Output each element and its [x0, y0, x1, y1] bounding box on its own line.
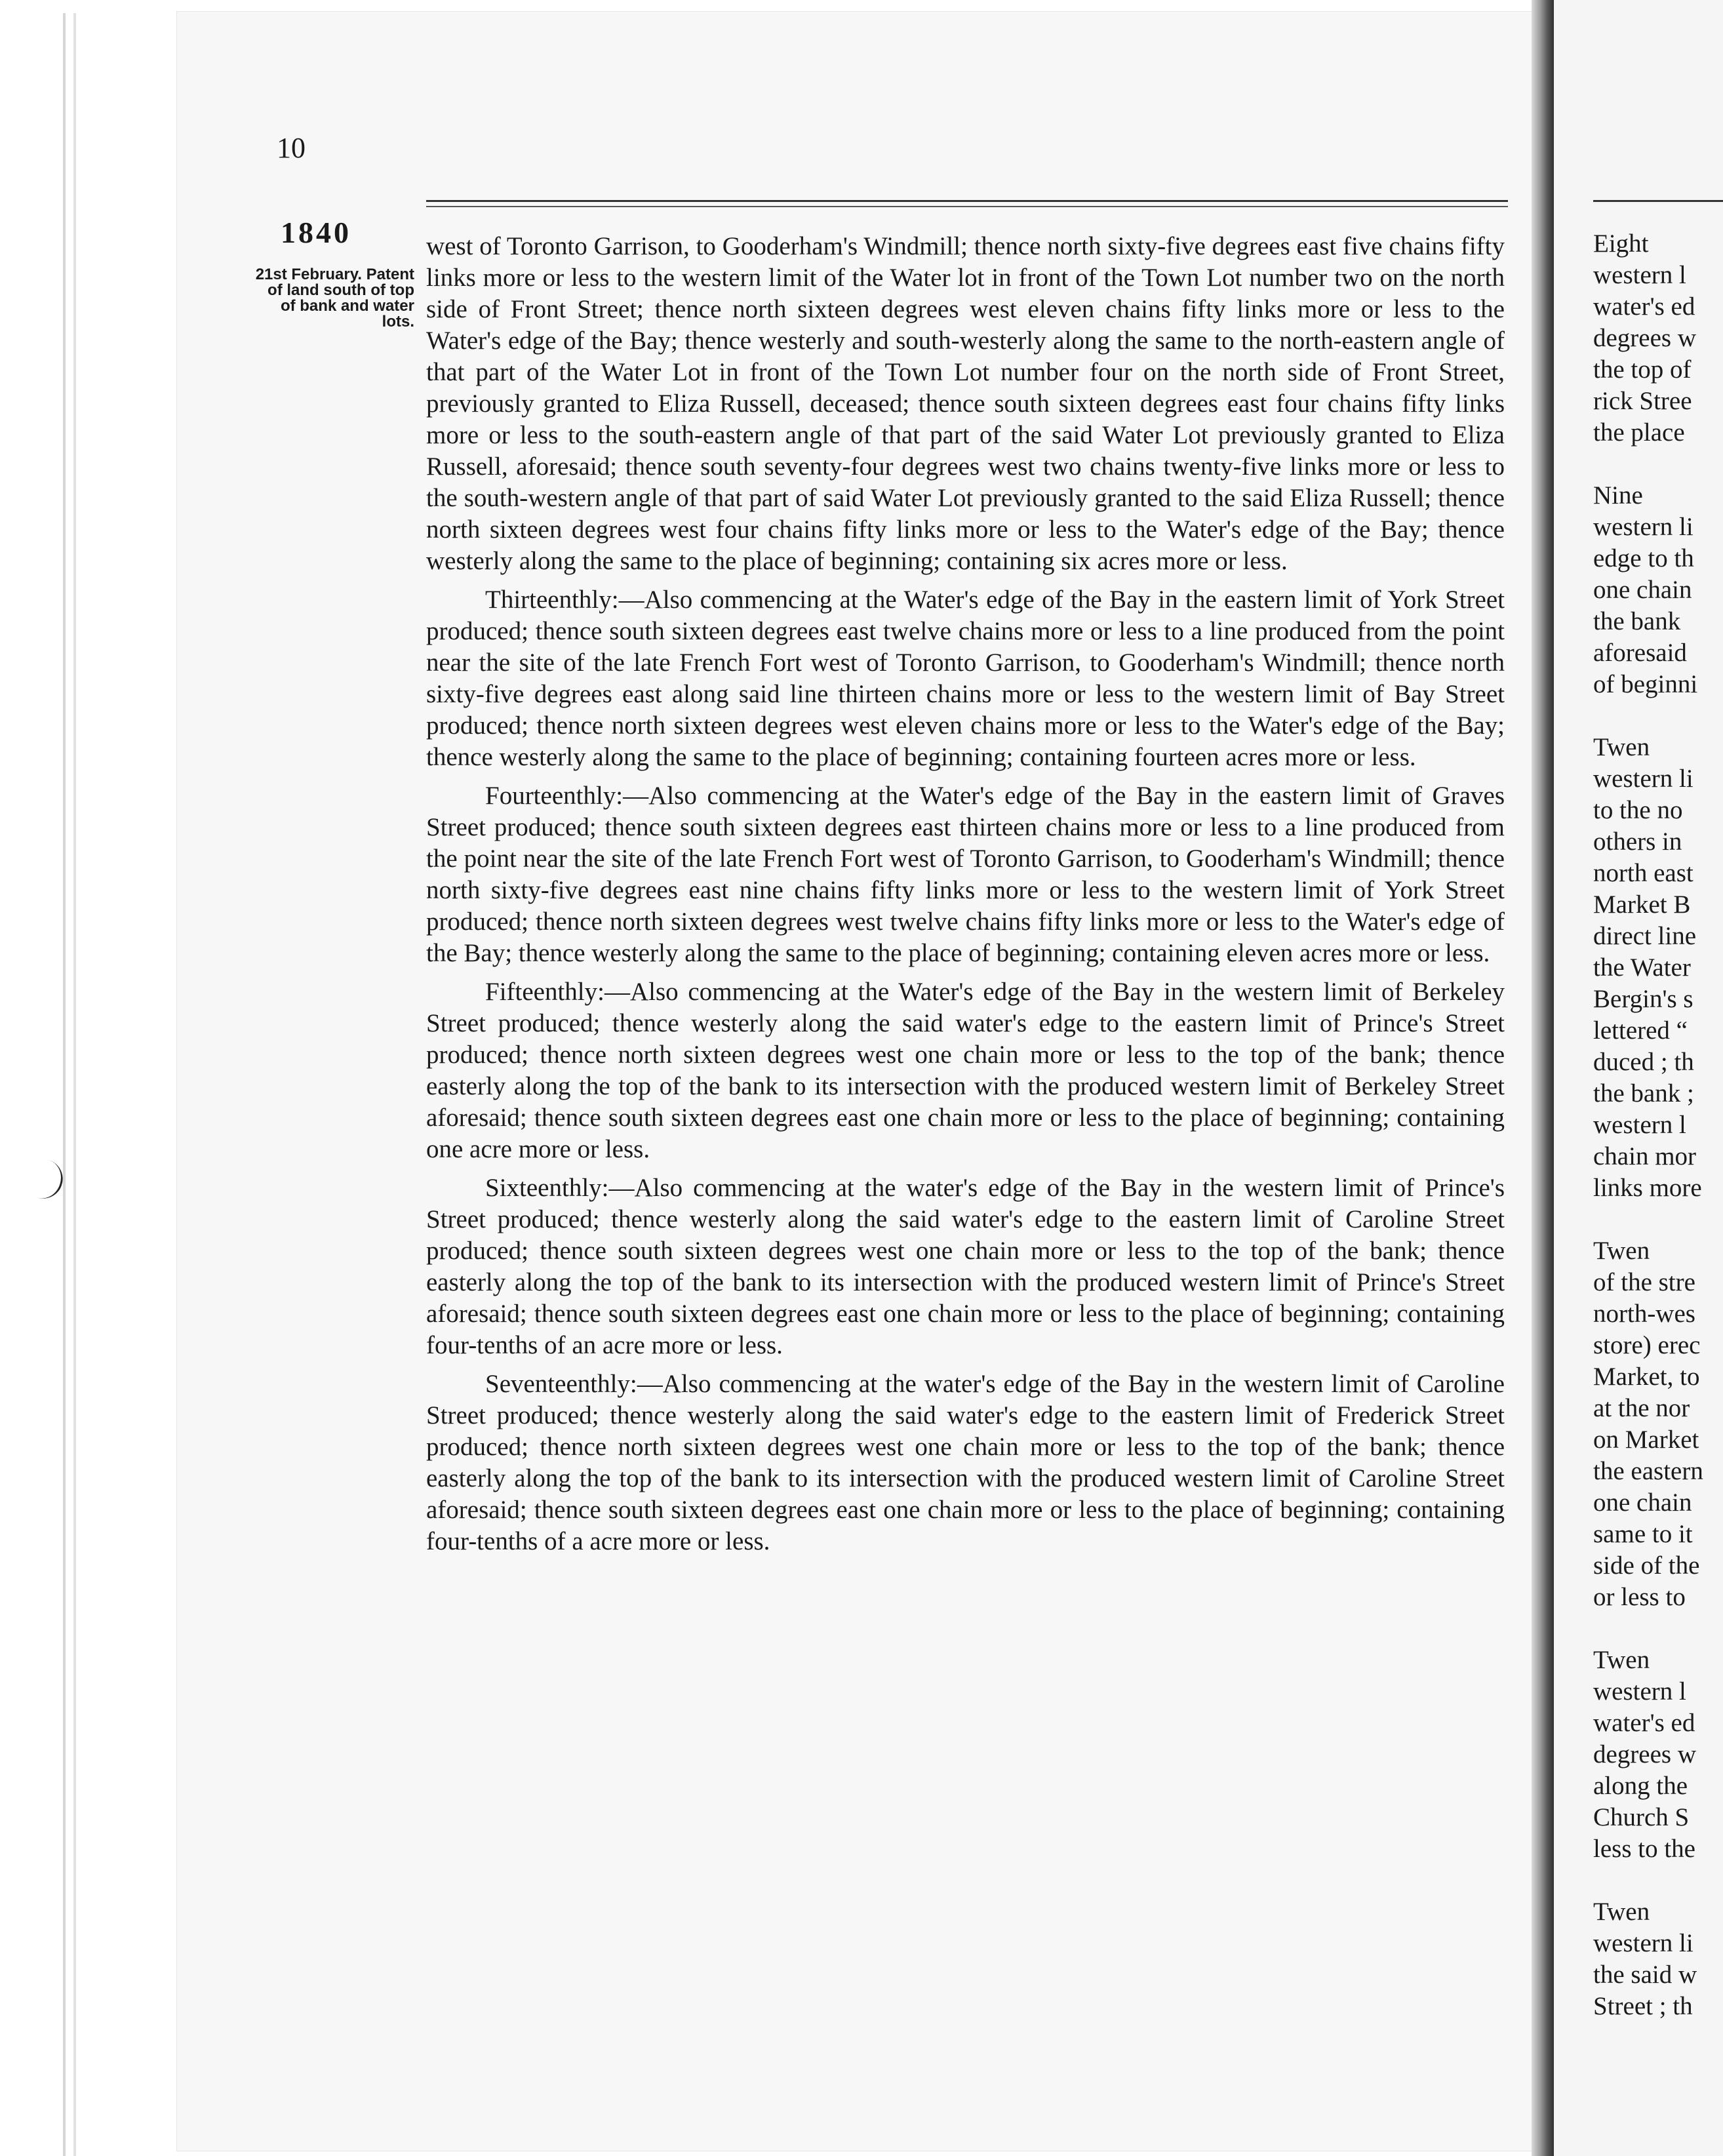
- left-scan-margin: [0, 0, 92, 2156]
- body-text: [426, 231, 1505, 1565]
- marginal-note: 21st February. Patent of land south of top of bank and water lots.: [255, 266, 414, 330]
- next-page-text: Eight western l water's ed degrees w the top of rick Stree the place Nine western li edge to th one chain the bank aforesaid of beginni Twen western li to the no others in north east Market B direct line the Water Bergin's s lettered “ duced ; th the bank ; western l chain mor links more Twen of the stre north-wes store) erec Market, to at the nor on Market the eastern one chain same to it side of the or less to Twen western l water's ed degrees w along the Church S less to the Twen western li the said w Street ; th: [1593, 230, 1703, 2020]
- page-number: 10: [277, 132, 306, 164]
- header-rule: [426, 200, 1508, 202]
- paragraph-thirteenthly: Thirteenthly:—Also commencing at the Water's edge of the Bay in the eastern limit of York Street produced; thence south sixteen degrees east twelve chains more or less to a line produced from the point near the site of the late French Fort west of Toronto Garrison, to Gooderham's Windmill; thence north sixty-five degrees east along said line thirteen chains more or less to the western limit of Bay Street produced; thence north sixteen degrees west eleven chains more or less to the Water's edge of the Bay; thence westerly along the same to the place of beginning; containing fourteen acres more or less.: [426, 586, 1505, 771]
- binding-line: [73, 13, 76, 2156]
- next-page-rule: [1593, 200, 1723, 202]
- year-heading: 1840: [281, 216, 351, 249]
- paragraph-fifteenthly: Fifteenthly:—Also commencing at the Water's edge of the Bay in the western limit of Berkeley Street produced; thence westerly along the said water's edge to the eastern limit of Prince's Street produced; thence north sixteen degrees west one chain more or less to the top of the bank; thence easterly along the top of the bank to its intersection with the produced western limit of Berkeley Street aforesaid; thence south sixteen degrees east one chain more or less to the place of beginning; containing one acre more or less.: [426, 978, 1505, 1163]
- paragraph-continuation: west of Toronto Garrison, to Gooderham's Windmill; thence north sixty-five degrees east five chains fifty links more or less to the western limit of the Water lot in front of the Town Lot number two on the north side of Front Street; thence north sixteen degrees west eleven chains fifty links more or less to the Water's edge of the Bay; thence westerly and south-westerly along the same to the north-eastern angle of that part of the Water Lot in front of the Town Lot number four on the north side of Front Street, previously granted to Eliza Russell, deceased; thence south sixteen degrees east four chains fifty links more or less to the south-eastern angle of that part of the said Water Lot previously granted to Eliza Russell, aforesaid; thence south seventy-four degrees west two chains twenty-five links more or less to the south-western angle of that part of said Water Lot previously granted to the said Eliza Russell; thence north sixteen degrees west four chains fifty links more or less to the Water's edge of the Bay; thence westerly along the same to the place of beginning; containing six acres more or less.: [426, 232, 1505, 575]
- book-gutter: [1532, 0, 1554, 2156]
- binding-line: [63, 13, 66, 2156]
- next-page-fragment: [1554, 0, 1723, 2156]
- paragraph-seventeenthly: Seventeenthly:—Also commencing at the water's edge of the Bay in the western limit of Caroline Street produced; thence westerly along the said water's edge to the eastern limit of Frederick Street produced; thence north sixteen degrees west one chain more or less to the top of the bank; thence easterly along the top of the bank to its intersection with the produced western limit of Caroline Street aforesaid; thence south sixteen degrees east one chain more or less to the place of beginning; containing four-tenths of a acre more or less.: [426, 1370, 1505, 1555]
- paragraph-sixteenthly: Sixteenthly:—Also commencing at the water's edge of the Bay in the western limit of Prince's Street produced; thence westerly along the said water's edge to the eastern limit of Caroline Street produced; thence south sixteen degrees west one chain more or less to the top of the bank; thence easterly along the top of the bank to its intersection with the produced western limit of Prince's Street aforesaid; thence south sixteen degrees east one chain more or less to the place of beginning; containing four-tenths of an acre more or less.: [426, 1174, 1505, 1359]
- paragraph-fourteenthly: Fourteenthly:—Also commencing at the Water's edge of the Bay in the eastern limit of Graves Street produced; thence south sixteen degrees east thirteen chains more or less to a line produced from the point near the site of the late French Fort west of Toronto Garrison, to Gooderham's Windmill; thence north sixty-five degrees east nine chains fifty links more or less to the western limit of York Street produced; thence north sixteen degrees west twelve chains fifty links more or less to the Water's edge of the Bay; thence westerly along the same to the place of beginning; containing eleven acres more or less.: [426, 782, 1505, 967]
